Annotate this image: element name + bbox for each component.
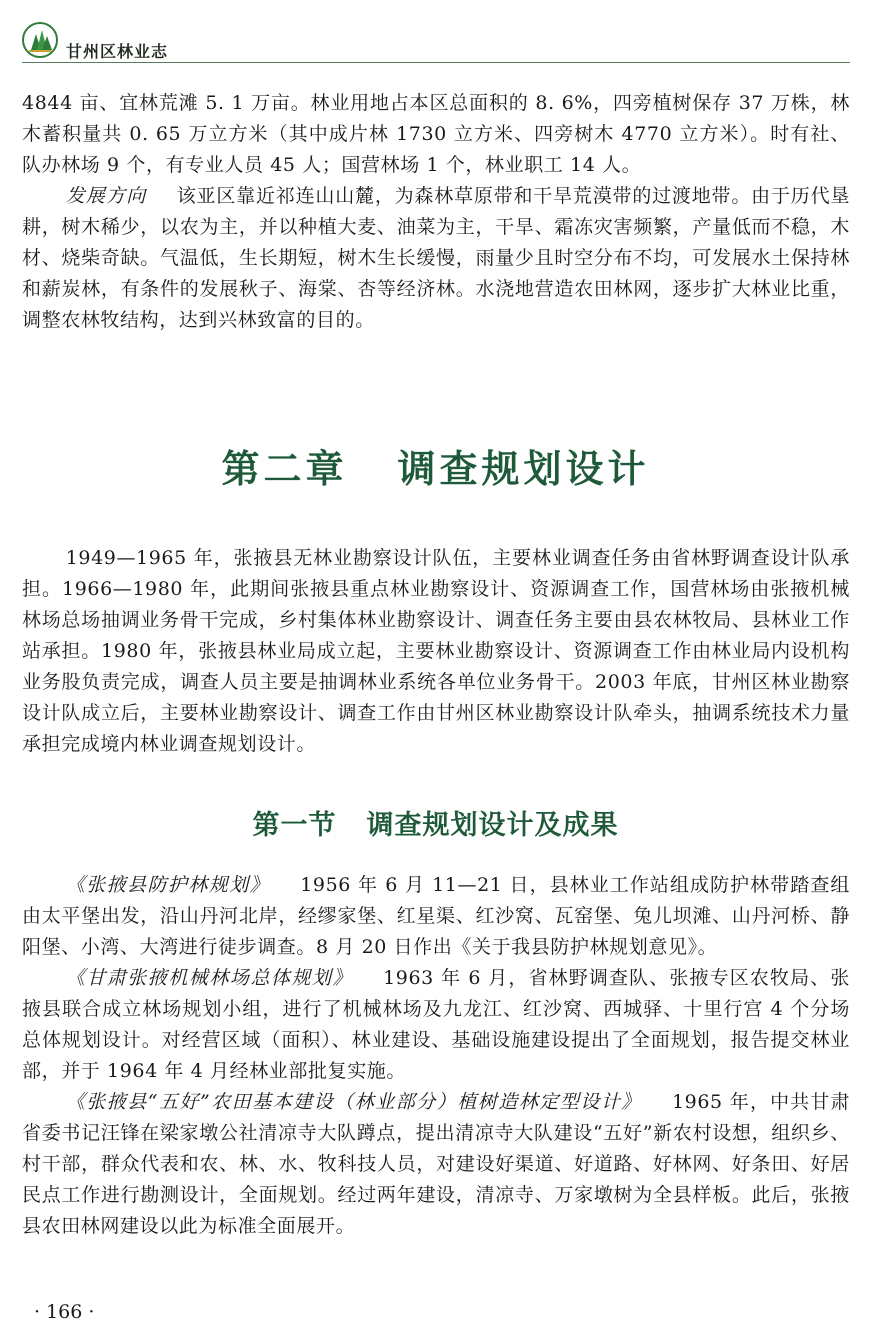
page-number: · 166 · [34,1301,95,1323]
entry-body: 1965 年，中共甘肃省委书记汪锋在梁家墩公社清凉寺大队蹲点，提出清凉寺大队建设“五好”新农村设想，组织乡、村干部，群众代表和农、林、水、牧科技人员，对建设好渠道、好道路、好林网、好条田、好居民点工作进行勘测设计，全面规划。经过两年建设，清凉寺、万家墩树为全县样板。此后，张掖县农田林网建设以此为标准全面展开。 [22,1091,850,1237]
header-title: 甘州区林业志 [66,42,169,61]
chapter-intro: 1949—1965 年，张掖县无林业勘察设计队伍，主要林业调查任务由省林野调查设计队承担。1966—1980 年，此期间张掖县重点林业勘察设计、资源调查工作，国营林场由张掖机械林场总场抽调业务骨干完成，乡村集体林业勘察设计、调查任务主要由县农林牧局、县林业工作站承担。1980 年，张掖县林业局成立起，主要林业勘察设计、资源调查工作由林业局内设机构业务股负责完成，调查人员主要是抽调林业系统各单位业务骨干。2003 年底，甘州区林业勘察设计队成立后，主要林业勘察设计、调查工作由甘州区林业勘察设计队牵头，抽调系统技术力量承担完成境内林业调查规划设计。 [22,547,850,755]
paragraph-2-term: 发展方向 [65,185,147,207]
entry-paragraph [22,870,850,963]
paragraph-2-body: 该亚区靠近祁连山山麓，为森林草原带和干旱荒漠带的过渡地带。由于历代垦耕，树木稀少，以农为主，并以种植大麦、油菜为主，干旱、霜冻灾害频繁，产量低而不稳，木材、烧柴奇缺。气温低，生长期短，树木生长缓慢，雨量少且时空分布不均，可发展水土保持林和薪炭林，有条件的发展秋子、海棠、杏等经济林。水浇地营造农田林网，逐步扩大林业比重，调整农林牧结构，达到兴林致富的目的。 [22,185,850,331]
chapter-intro-block [22,543,850,760]
section-number: 第一节 [252,810,337,841]
entries-block [22,870,850,1242]
entry-term: 《张掖县“五好”农田基本建设（林业部分）植树造林定型设计》 [65,1091,642,1113]
paragraph-1: 4844 亩、宜林荒滩 5. 1 万亩。林业用地占本区总面积的 8. 6%，四旁植树保存 37 万株，林木蓄积量共 0. 65 万立方米（其中成片林 1730 立方米、四旁树木 4770 立方米）。时有社、队办林场 9 个，有专业人员 45 人；国营林场 1 个，林业职工 14 人。 [22,92,850,176]
entry-paragraph [22,1087,850,1242]
entry-term: 《甘肃张掖机械林场总体规划》 [65,967,354,989]
chapter-title: 调查规划设计 [397,447,650,491]
chapter-heading [0,438,871,493]
entry-body: 1956 年 6 月 11—21 日，县林业工作站组成防护林带踏查组由太平堡出发，沿山丹河北岸，经缪家堡、红星渠、红沙窝、瓦窑堡、兔儿坝滩、山丹河桥、静阳堡、小湾、大湾进行徒步调查。8 月 20 日作出《关于我县防护林规划意见》。 [22,874,850,958]
chapter-number: 第二章 [221,447,348,491]
section-heading [0,803,871,842]
header-divider [22,62,850,63]
entry-term: 《张掖县防护林规划》 [65,874,271,896]
paragraph-2 [22,181,850,336]
top-text-block [22,88,850,336]
page-header [22,22,850,64]
entry-paragraph [22,963,850,1087]
forest-logo-icon [22,22,58,58]
section-title: 调查规划设计及成果 [366,810,619,841]
entry-body: 1963 年 6 月，省林野调查队、张掖专区农牧局、张掖县联合成立林场规划小组，进行了机械林场及九龙江、红沙窝、西城驿、十里行宫 4 个分场总体规划设计。对经营区域（面积）、林业建设、基础设施建设提出了全面规划，报告提交林业部，并于 1964 年 4 月经林业部批复实施。 [22,967,850,1082]
